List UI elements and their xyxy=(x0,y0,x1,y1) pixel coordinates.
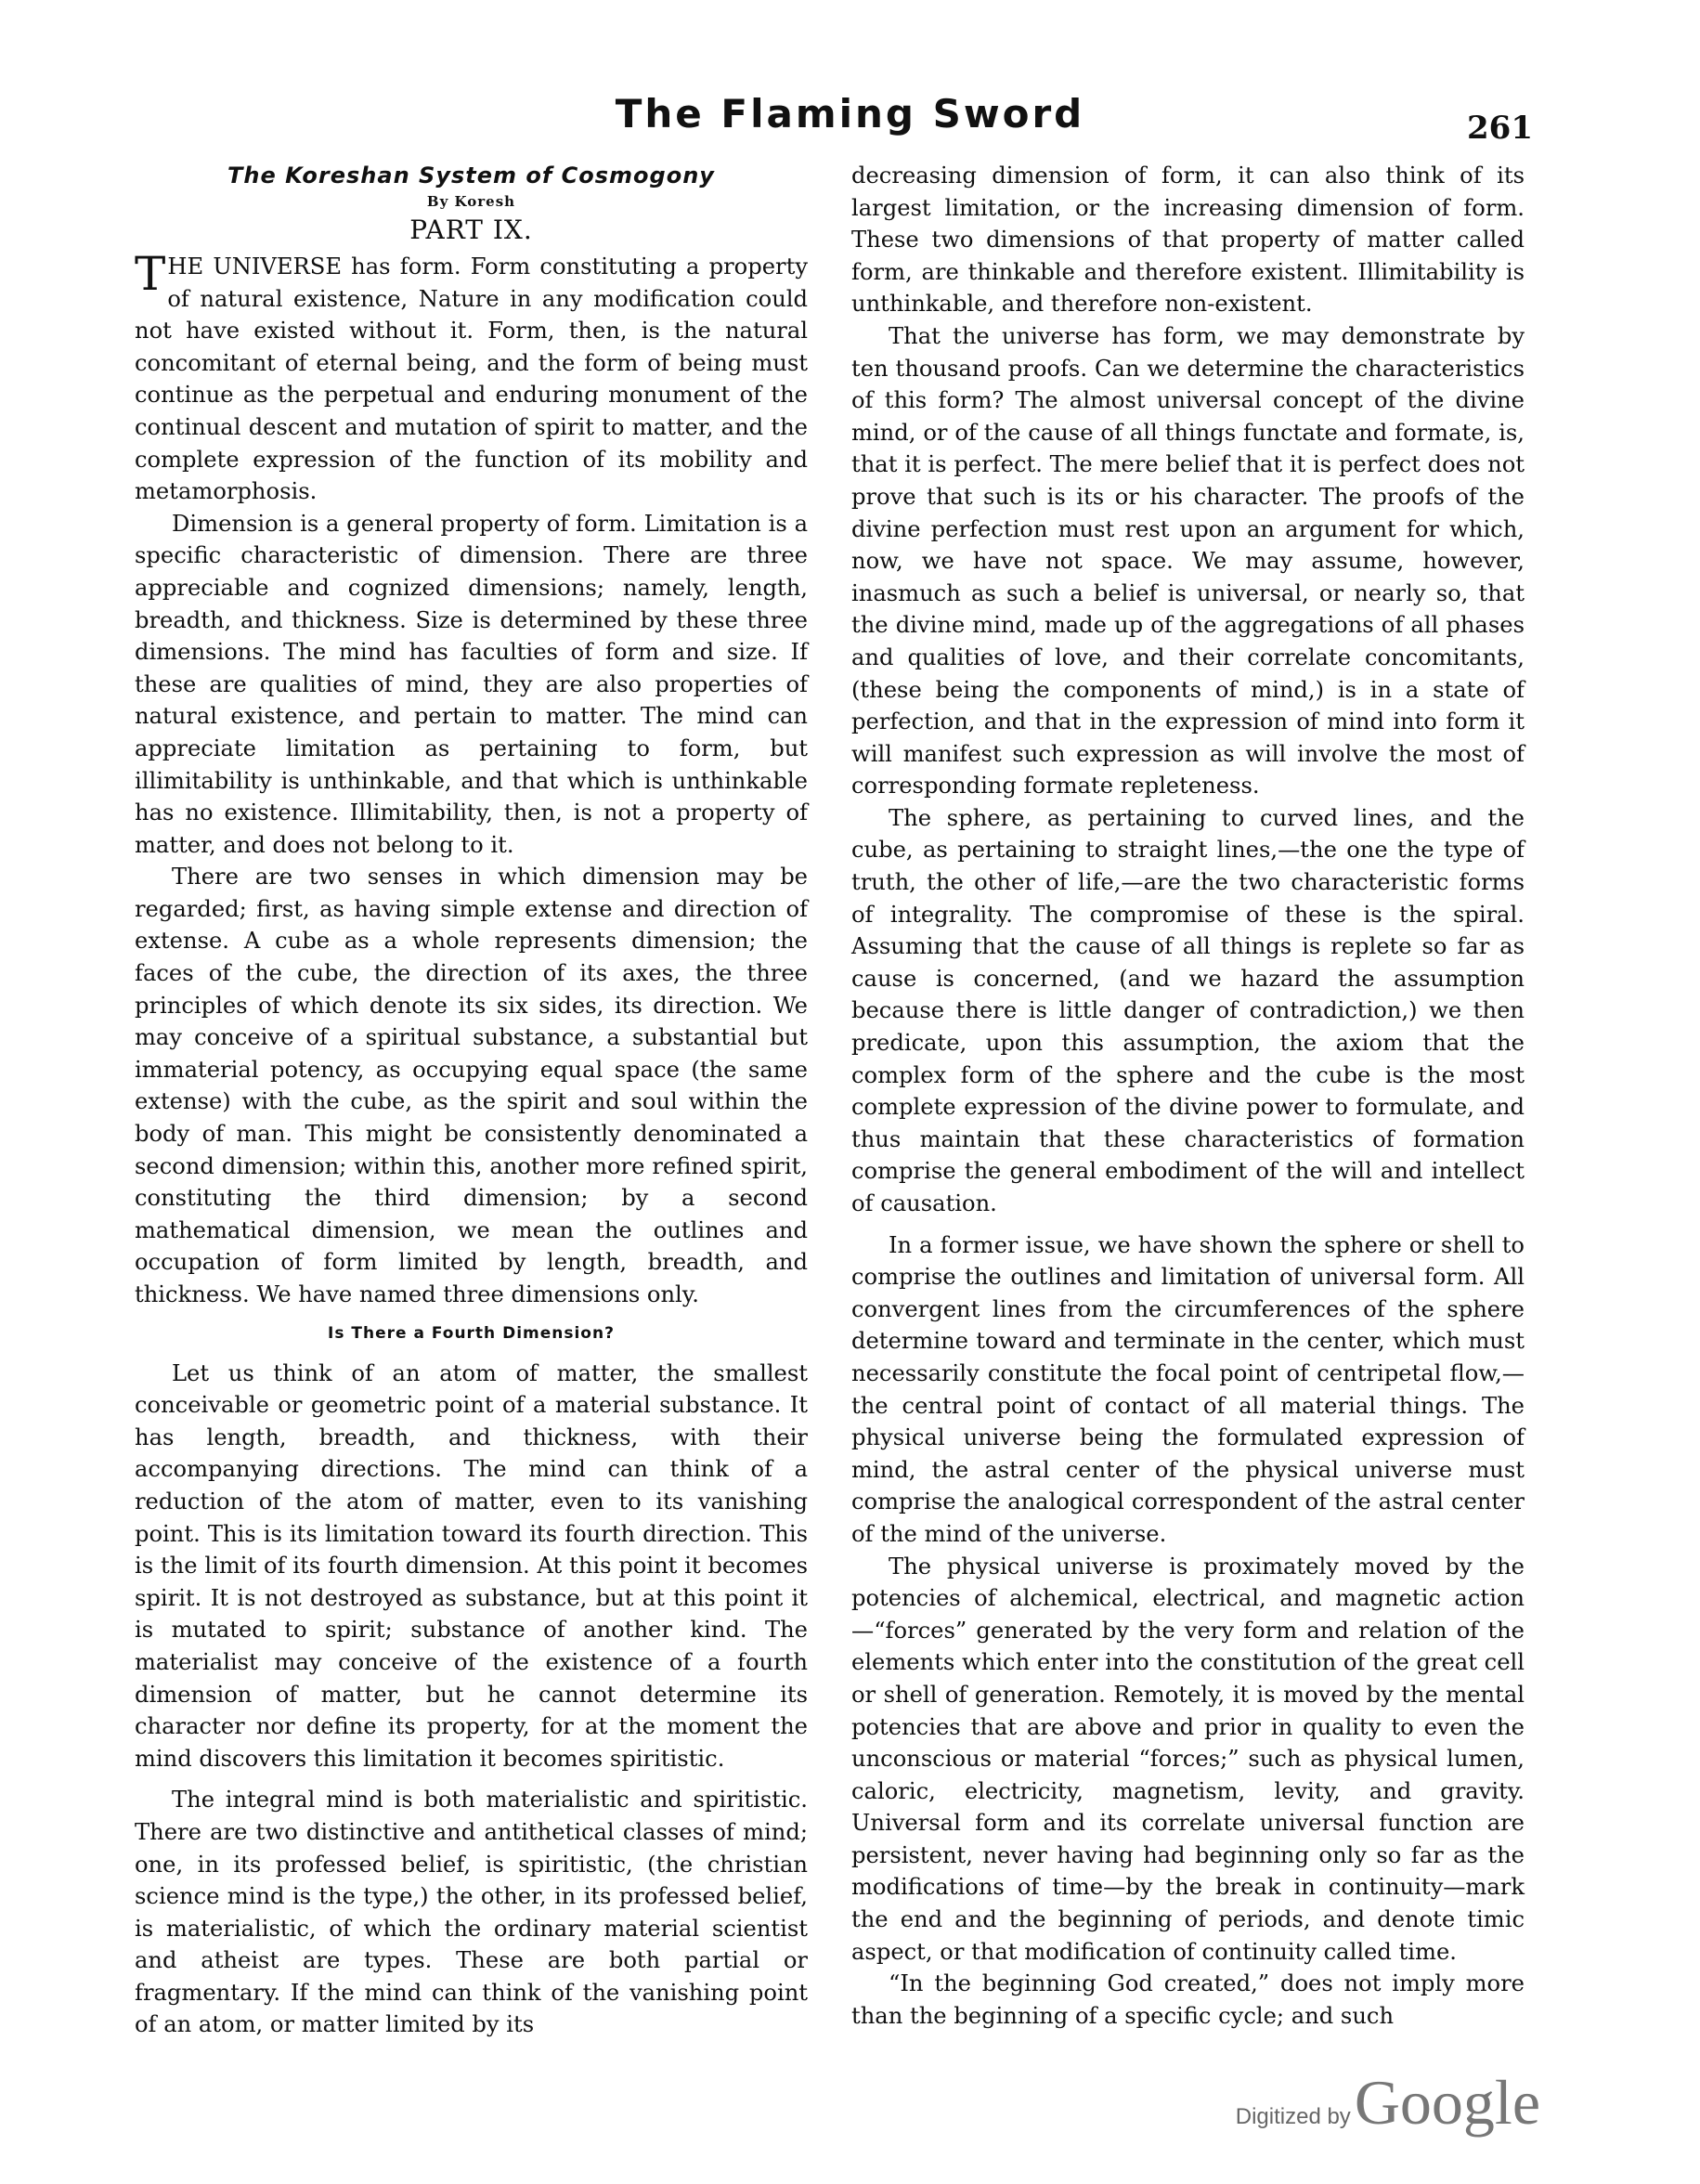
paragraph: The integral mind is both materialistic and spiritistic. There are two distinctive and antithetical classes of mind; one, in its professed belief, is spiritistic, (the christian science mind is the type,) the other, in its professed belief, is materialistic, of which the ordinary material scientist and atheist are types. These are both partial or fragmentary. If the mind can think of the vanishing point of an atom, or matter limited by its xyxy=(135,1787,808,2038)
paragraph: The physical universe is proximately moved by the potencies of alchemical, electrical, and magnetic action—“forces” generated by the very form and relation of the elements which enter into the constitution of the great cell or shell of generation. Remotely, it is moved by the mental potencies that are above and prior in quality to even the unconscious or material “forces;” such as physical lumen, caloric, electricity, magnetism, levity, and gravity. Universal form and its correlate universal function are persistent, never having had beginning only so far as the modifications of time—by the break in continuity—mark the end and the beginning of periods, and denote timic aspect, or that modification of continuity called time. xyxy=(851,1553,1525,1965)
part-heading: PART IX. xyxy=(409,214,533,245)
paragraph: In a former issue, we have shown the sphere or shell to comprise the outlines and limitation of universal form. All convergent lines from the circumferences of the sphere determine toward and terminate in the center, which must necessarily constitute the focal point of centripetal flow,—the central point of contact of all material things. The physical universe being the formulated expression of mind, the astral center of the physical universe must comprise the analogical correspondent of the astral center of the mind of the universe. xyxy=(851,1231,1525,1547)
byline: By Koresh xyxy=(426,193,516,210)
digitized-label: Digitized by xyxy=(1235,2104,1351,2129)
left-column xyxy=(135,160,808,2041)
paragraph: There are two senses in which dimension may be regarded; first, as having simple extense and direction of extense. A cube as a whole represents dimension; the faces of the cube, the direction of its axes, the three principles of which denote its six sides, its direction. We may conceive of a spiritual substance, a substantial but immaterial potency, as occupying equal space (the same extense) with the cube, as the spirit and soul within the body of man. This might be consistently denominated a second dimension; within this, another more refined spirit, constituting the third dimension; by a second mathematical dimension, we mean the outlines and occupation of form limited by length, breadth, and thickness. We have named three dimensions only. xyxy=(135,864,808,1307)
google-logo: Google xyxy=(1354,2067,1540,2138)
article-title: The Koreshan System of Cosmogony xyxy=(227,162,715,188)
paragraph: The sphere, as pertaining to curved lines, and the cube, as pertaining to straight lines,—the one the type of truth, the other of life,—are the two characteristic forms of integrality. The compromise of these is the spiral. Assuming that the cause of all things is replete so far as cause is concerned, (and we hazard the assumption because there is little danger of contradiction,) we then predicate, upon this assumption, the axiom that the complex form of the sphere and the cube is the most complete expression of the divine power to formulate, and thus maintain that these characteristics of formation comprise the general embodiment of the will and intellect of causation. xyxy=(851,804,1525,1216)
page-number: 261 xyxy=(1467,110,1533,147)
paragraph: That the universe has form, we may demonstrate by ten thousand proofs. Can we determine the characteristics of this form? The almost universal concept of the divine mind, or of the cause of all things functate and formate, is, that it is perfect. The mere belief that it is perfect does not prove that such is its or his character. The proofs of the divine perfection must rest upon an argument for which, now, we have not space. We may assume, however, inasmuch as such a belief is universal, or nearly so, that the divine mind, made up of the aggregations of all phases and qualities of love, and their correlate concomitants, (these being the components of mind,) is in a state of perfection, and that in the expression of mind into form it will manifest such expression as will involve the most of corresponding formate repleteness. xyxy=(851,322,1525,800)
masthead: The Flaming Sword xyxy=(615,91,1085,136)
paragraph: decreasing dimension of form, it can also think of its largest limitation, or the increasing dimension of form. These two dimensions of that property of matter called form, are thinkable and therefore existent. Illimitability is unthinkable, and therefore non-existent. xyxy=(851,162,1525,318)
paragraph: THE UNIVERSE has form. Form constituting a property of natural existence, Nature in any modification could not have existed without it. Form, then, is the natural concomitant of eternal being, and the form of being must continue as the perpetual and enduring monument of the continual descent and mutation of spirit to matter, and the complete expression of the function of its mobility and metamorphosis. xyxy=(135,247,808,505)
digitized-by-google xyxy=(1236,2066,1540,2139)
paragraph: Dimension is a general property of form. Limitation is a specific characteristic of dimension. There are three appreciable and cognized dimensions; namely, length, breadth, and thickness. Size is determined by these three dimensions. The mind has faculties of form and size. If these are qualities of mind, they are also properties of natural existence, and pertain to matter. The mind can appreciate limitation as pertaining to form, but illimitability is unthinkable, and that which is unthinkable has no existence. Illimitability, then, is not a property of matter, and does not belong to it. xyxy=(135,510,808,858)
right-column xyxy=(851,160,1525,2032)
subheading: Is There a Fourth Dimension? xyxy=(328,1323,615,1343)
paragraph: Let us think of an atom of matter, the smallest conceivable or geometric point of a material substance. It has length, breadth, and thickness, with their accompanying directions. The mind can think of a reduction of the atom of matter, even to its vanishing point. This is its limitation toward its fourth direction. This is the limit of its fourth dimension. At this point it becomes spirit. It is not destroyed as substance, but at this point it is mutated to spirit; substance of another kind. The materialist may conceive of the existence of a fourth dimension of matter, but he cannot determine its character nor define its property, for at the moment the mind discovers this limitation it becomes spiritistic. xyxy=(135,1359,808,1772)
drop-cap: T xyxy=(135,247,166,301)
paragraph: “In the beginning God created,” does not imply more than the beginning of a specific cycle; and such xyxy=(851,1970,1525,2029)
